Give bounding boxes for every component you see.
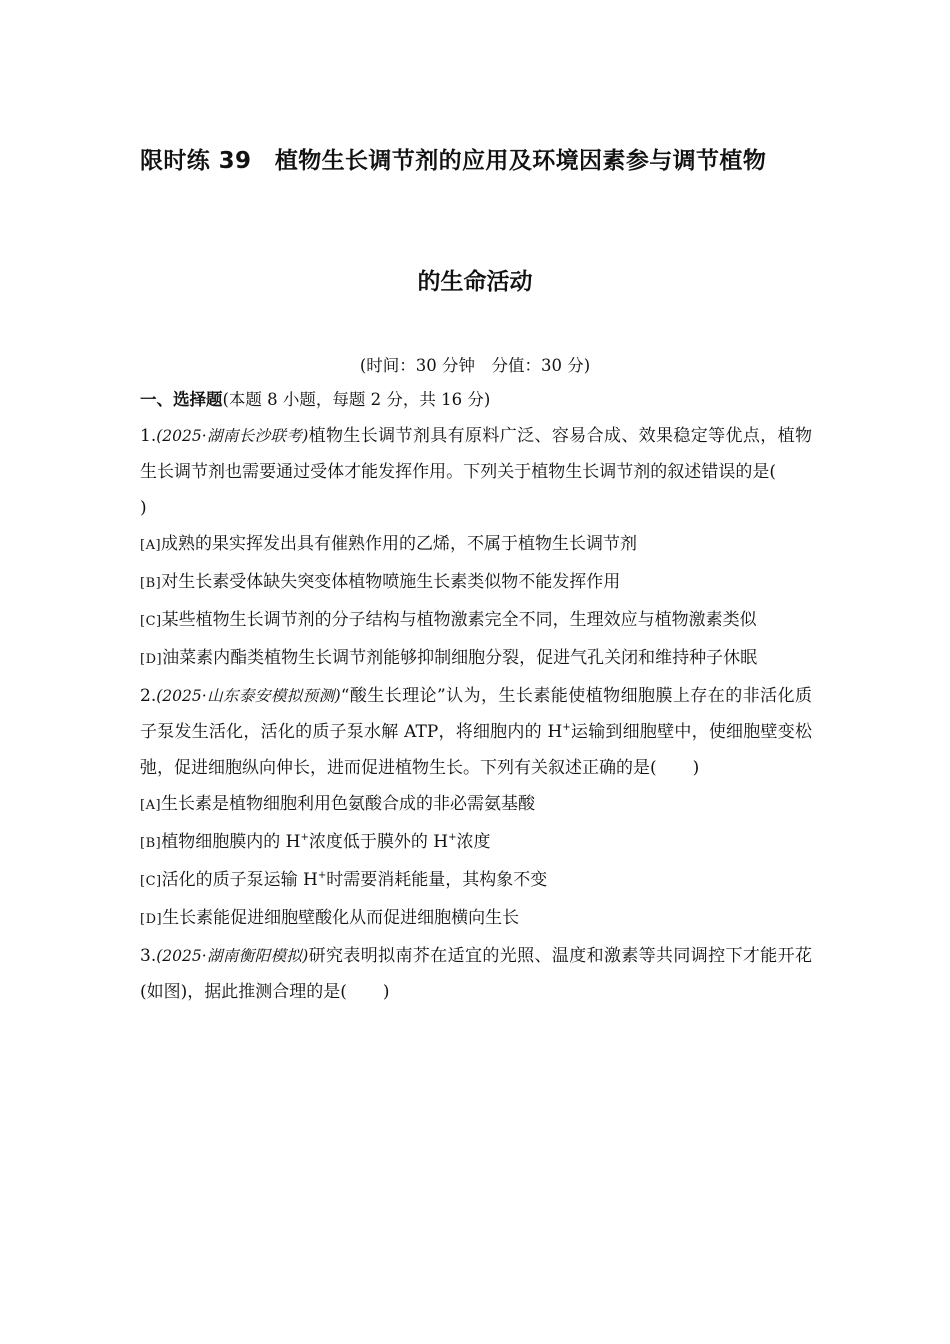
superscript-plus: +	[448, 832, 457, 843]
option-c	[140, 862, 812, 900]
question-source: (2025·山东泰安模拟预测)	[156, 687, 341, 705]
option-letter: [B]	[140, 576, 162, 591]
page-title-line-2: 的生命活动	[417, 269, 533, 295]
option-text-part-b: 时需要消耗能量，其构象不变	[326, 870, 548, 890]
option-letter: [D]	[140, 912, 163, 927]
section-note: (本题 8 小题，每题 2 分，共 16 分)	[222, 390, 491, 409]
page-title-line-1: 限时练 39 植物生长调节剂的应用及环境因素参与调节植物	[140, 148, 767, 174]
question-source: (2025·湖南衡阳模拟)	[156, 947, 309, 965]
question-stem-end: )	[140, 498, 147, 518]
option-text: 油菜素内酯类植物生长调节剂能够抑制细胞分裂，促进气孔关闭和维持种子休眠	[162, 648, 758, 668]
option-letter: [A]	[140, 798, 162, 813]
question-stem-end: )	[382, 982, 390, 1002]
option-b	[140, 564, 812, 602]
superscript-plus: +	[562, 722, 571, 733]
time-score-info: (时间：30 分钟 分值：30 分)	[359, 356, 591, 375]
option-b	[140, 824, 812, 862]
option-a	[140, 786, 812, 824]
option-d	[140, 900, 812, 938]
content-body	[140, 382, 812, 1010]
option-text: 生长素是植物细胞利用色氨酸合成的非必需氨基酸	[161, 794, 536, 814]
option-text: 成熟的果实挥发出具有催熟作用的乙烯，不属于植物生长调节剂	[161, 534, 638, 554]
section-label: 一、选择题	[140, 390, 223, 409]
option-letter: [D]	[140, 652, 163, 667]
question-1	[140, 418, 812, 526]
option-text-part-a: 活化的质子泵运输 H	[161, 870, 318, 890]
option-text-part-a: 植物细胞膜内的 H	[161, 832, 301, 852]
question-stem-part-a: “酸生长理论”认为，生长素能使植物细胞膜上存在的非活化质子泵发生活化，活化的质子泵水解 ATP，将细胞内的 H	[140, 686, 812, 742]
question-2	[140, 678, 812, 786]
option-text: 某些植物生长调节剂的分子结构与植物激素完全不同，生理效应与植物激素类似	[161, 610, 757, 630]
option-letter: [C]	[140, 614, 162, 629]
option-text-part-b: 浓度低于膜外的 H	[308, 832, 449, 852]
question-stem: 研究表明拟南芥在适宜的光照、温度和激素等共同调控下才能开花(如图)，据此推测合理的是(	[140, 946, 813, 1002]
question-stem: 植物生长调节剂具有原料广泛、容易合成、效果稳定等优点，植物生长调节剂也需要通过受体才能发挥作用。下列关于植物生长调节剂的叙述错误的是(	[140, 426, 813, 482]
section-heading	[140, 382, 812, 418]
option-text-part-c: 浓度	[456, 832, 491, 852]
question-source: (2025·湖南长沙联考)	[156, 427, 309, 445]
question-3	[140, 938, 812, 1010]
question-stem-end: )	[692, 758, 700, 778]
option-text: 对生长素受体缺失突变体植物喷施生长素类似物不能发挥作用	[161, 572, 621, 592]
option-letter: [A]	[140, 538, 162, 553]
superscript-plus: +	[317, 870, 327, 881]
option-letter: [B]	[140, 836, 162, 851]
question-stem-part-b: 运输到细胞壁中，使细胞壁变松弛，促进细胞纵向伸长，进而促进植物生长。下列有关叙述正确的是(	[140, 722, 812, 778]
option-d	[140, 640, 812, 678]
question-number: 1.	[140, 426, 157, 446]
question-number: 3.	[140, 946, 157, 966]
option-c	[140, 602, 812, 640]
option-letter: [C]	[140, 874, 162, 889]
question-number: 2.	[140, 686, 157, 706]
option-a	[140, 526, 812, 564]
superscript-plus: +	[300, 832, 309, 843]
option-text: 生长素能促进细胞壁酸化从而促进细胞横向生长	[162, 908, 520, 928]
